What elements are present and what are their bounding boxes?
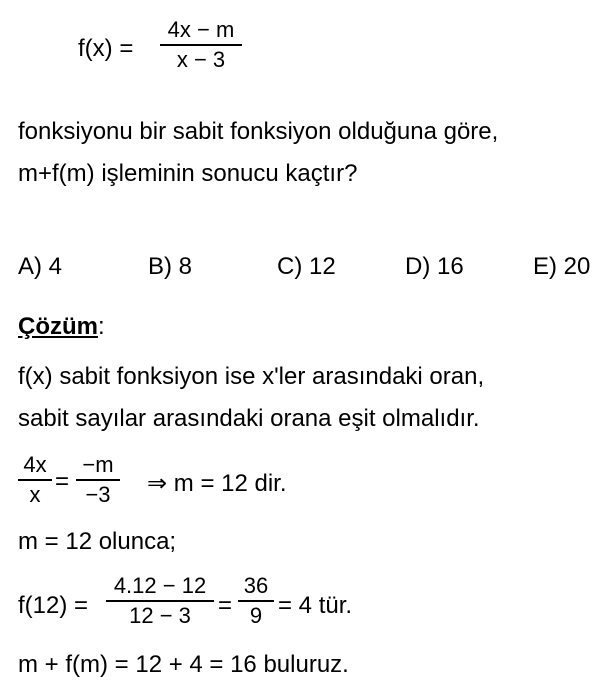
calc-fraction-1: 4.12 − 12 12 − 3 — [106, 573, 214, 629]
option-a: A) 4 — [18, 253, 63, 280]
fraction-bar — [160, 44, 242, 46]
option-d: D) 16 — [405, 253, 464, 280]
question-line-1: fonksiyonu bir sabit fonksiyon olduğuna göre, — [18, 118, 499, 145]
function-lhs: f(x) = — [78, 35, 134, 62]
option-b: B) 8 — [148, 253, 193, 280]
function-numerator: 4x − m — [167, 17, 235, 42]
calc-fraction-2: 36 9 — [238, 573, 274, 629]
question-line-2: m+f(m) işleminin sonucu kaçtır? — [18, 160, 358, 187]
ratio-equals: = — [55, 468, 70, 495]
solution-line-1: f(x) sabit fonksiyon ise x'ler arasındaki oran, — [18, 363, 485, 390]
option-e: E) 20 — [533, 253, 591, 280]
solution-colon: : — [98, 313, 105, 340]
solution-line-2: sabit sayılar arasındaki orana eşit olmalıdır. — [18, 405, 480, 432]
solution-title: Çözüm — [18, 313, 98, 340]
calc-equals: = — [218, 592, 233, 619]
ratio-result: ⇒ m = 12 dir. — [147, 470, 287, 497]
solution-final: m + f(m) = 12 + 4 = 16 buluruz. — [18, 651, 349, 678]
function-fraction — [160, 17, 242, 73]
calc-lhs: f(12) = — [18, 592, 89, 619]
calc-result: = 4 tür. — [278, 592, 353, 619]
function-denominator: x − 3 — [176, 47, 226, 72]
solution-header — [18, 313, 105, 341]
ratio-fraction-left: 4x x — [18, 452, 52, 508]
option-c: C) 12 — [277, 253, 336, 280]
solution-line-3: m = 12 olunca; — [18, 528, 177, 555]
ratio-fraction-right: −m −3 — [76, 452, 120, 508]
